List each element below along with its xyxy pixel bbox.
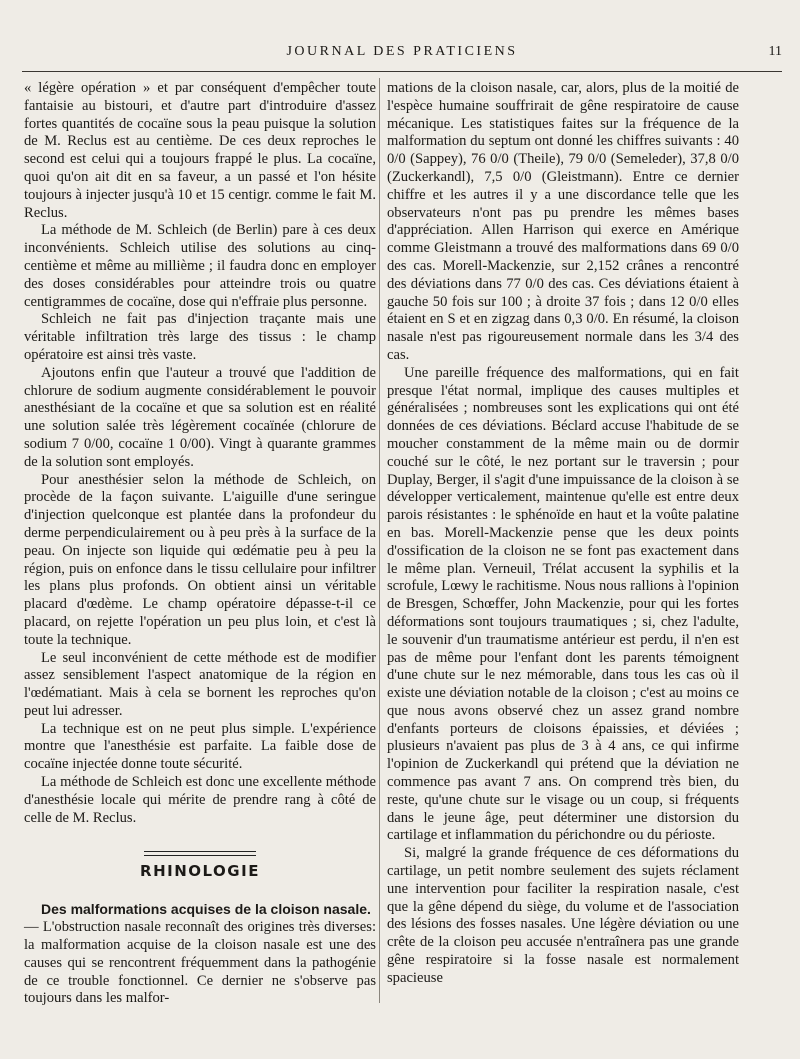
section-heading	[24, 837, 376, 889]
header-rule	[22, 71, 782, 72]
journal-title: JOURNAL DES PRATICIENS	[286, 44, 518, 59]
section-rule	[144, 855, 256, 856]
paragraph: Ajoutons enfin que l'auteur a trouvé que l'addition de chlorure de sodium augmente considérablement le pouvoir anesthésiant de la cocaïne et que sa solution est en réalité une solution salée très légèrement cocaïnée (chlorure de sodium 7 0/00, cocaïne 1 0/00). Vingt à quarante grammes de la solution sont employés.	[24, 364, 376, 470]
section-title: RHINOLOGIE	[140, 862, 260, 881]
running-header	[22, 44, 782, 68]
paragraph: mations de la cloison nasale, car, alors, plus de la moitié de l'espèce humaine souffrirait de gêne respiratoire de cause mécanique. Les statistiques faites sur la fréquence de la malformation du septum ont donné les chiffres suivants : 40 0/0 (Sappey), 76 0/0 (Theile), 79 0/0 (Semeleder), 37,8 0/0 (Zuckerkandl), 7,5 0/0 (Gleistmann). Entre ce dernier chiffre et les autres il y a une discordance telle que les observateurs n'ont pas pu prendre les mêmes bases d'appréciation. Allen Harrison qui exerce en Amérique comme Gleistmann a trouvé des malformations dans 69 0/0 des cas. Morell-Mackenzie, sur 2,152 crânes a rencontré des déviations dans 77 0/0 des cas. Ces déviations étaient à gauche 50 fois sur 100 ; à droite 37 fois ; dans 12 0/0 elles étaient en S et en zigzag dans 0,3 0/0. En résumé, la cloison nasale n'est pas rigoureusement normale dans les 3/4 des cas.	[387, 80, 739, 363]
section-rule	[144, 851, 256, 852]
paragraph: Le seul inconvénient de cette méthode est de modifier assez sensiblement l'aspect anatomique de la région en l'œdématiant. Mais à cela se bornent les reproches qu'on peut lui adresser.	[24, 649, 376, 719]
column-divider	[379, 78, 380, 1003]
paragraph: La méthode de M. Schleich (de Berlin) pare à ces deux inconvénients. Schleich utilise des solutions au cinq-centième et même au millième ; il faudra donc en employer des doses considérables pour atteindre trois ou quatre centigrammes de cocaïne, dose qui n'effraie plus personne.	[24, 222, 376, 310]
paragraph: Une pareille fréquence des malformations, qui en fait presque l'état normal, implique des causes multiples et généralisées ; nombreuses sont les explications qui ont été données de ces déviations. Béclard accuse l'habitude de se moucher constamment de la même main ou de dormir couché sur le côté, le nez portant sur le traversin ; pour Duplay, Berger, il s'agit d'une impuissance de la cloison à se développer verticalement, maintenue qu'elle est entre deux parois résistantes : le sphénoïde en haut et la voûte palatine en bas. Morell-Mackenzie pense que les deux points d'ossification de la cloison ne se font pas exactement dans le même plan. Verneuil, Trélat accusent la syphilis et la scrofule, Lœwy le rachitisme. Nous nous rallions à l'opinion de Bresgen, Schœffer, John Mackenzie, pour qui les fortes déformations sont toujours traumatiques ; si, chez l'adulte, le souvenir d'un traumatisme antérieur est perdu, il n'en est pas de même pour l'enfant dont les parents témoignent d'une chute sur le nez mémorable, dans tous les cas où il existe une déviation notable de la cloison ; c'est au moins ce que nous avons observé chez un assez grand nombre d'enfants porteurs de cloisons épaissies, et déviées ; plusieurs n'avaient pas plus de 3 à 4 ans, ce qui infirme l'opinion de Zuckerkandl qui prétend que la déviation ne commence pas avant 7 ans. On comprend très bien, du reste, qu'une chute sur le visage ou un coup, si fréquents dans le jeune âge, peut déterminer une distorsion du cartilage et inflammation du périchondre ou du périoste.	[387, 364, 740, 844]
article-subheading: Des malformations acquises de la cloison nasale.	[41, 901, 371, 918]
paragraph: « légère opération » et par conséquent d'empêcher toute fantaisie au bistouri, et d'autre part d'introduire d'assez fortes quantités de cocaïne sous la peau puisque la solution de M. Reclus est au centième. De ces deux reproches le second est celui qui a toujours frappé le plus. La cocaïne, quoi qu'on ait dit en sa faveur, a un passé et l'on hésite toujours à injecter jusqu'à 10 et 15 centigr. comme le fait M. Reclus.	[24, 80, 376, 221]
paragraph: La méthode de Schleich est donc une excellente méthode d'anesthésie locale qui mérite de prendre rang à côté de celle de M. Reclus.	[24, 774, 376, 826]
paragraph: — L'obstruction nasale reconnaît des origines très diverses: la malformation acquise de la cloison nasale est une des causes qui se rencontrent fréquemment dans la pathogénie de ce trouble fonctionnel. Ce dernier ne s'observe pas toujours dans les malfor-	[24, 919, 376, 1007]
right-column	[387, 80, 739, 988]
page-number: 11	[768, 44, 782, 59]
left-column	[24, 80, 376, 1008]
paragraph: Pour anesthésier selon la méthode de Schleich, on procède de la façon suivante. L'aiguille d'une seringue d'injection quelconque est plantée dans la profondeur du derme perpendiculairement ou à peu près à la surface de la peau. On injecte son liquide qui œdématie peu à peu la région, puis on enfonce dans le tissu cellulaire pour infiltrer les plans plus profonds. On obtient ainsi un véritable placard d'œdème. Le champ opératoire dépasse-t-il ce placard, on rejette l'opération un peu plus loin, et c'est là toute la technique.	[24, 471, 376, 648]
paragraph: Schleich ne fait pas d'injection traçante mais une véritable infiltration très large des tissus : le champ opératoire est ainsi très vaste.	[24, 311, 376, 363]
paragraph: La technique est on ne peut plus simple. L'expérience montre que l'anesthésie est parfaite. La faible dose de cocaïne injectée donne toute sécurité.	[24, 720, 376, 773]
paragraph: Si, malgré la grande fréquence de ces déformations du cartilage, un petit nombre seulement des sujets réclament une intervention pour faciliter la respiration nasale, c'est que la gêne dépend du siège, du volume et de l'association des lésions des fosses nasales. Une légère déviation ou une crête de la cloison peu accusée n'entraînera pas une grande gêne respiratoire si la fosse nasale est normalement spacieuse	[387, 845, 739, 986]
